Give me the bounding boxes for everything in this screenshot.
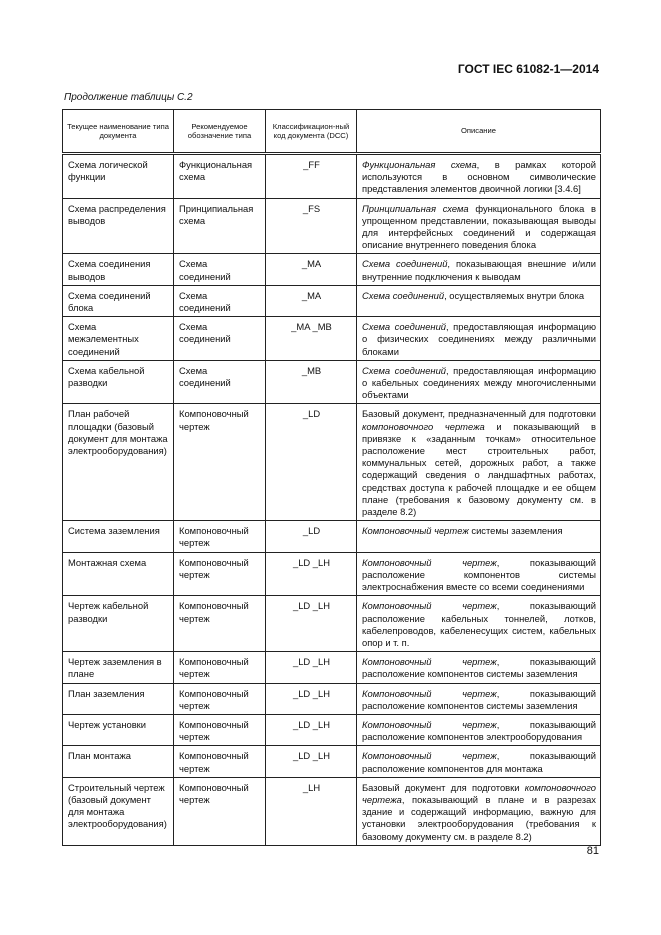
table-row <box>63 404 601 521</box>
description-text: , показывающий расположение кабельных тоннелей, лотков, кабелепроводов, кабеленесущих систем, кабельных опор и т. п. <box>362 600 596 648</box>
document-type-cell: Компоновочный чертеж <box>174 683 266 714</box>
document-name-cell: Схема соединений блока <box>63 285 174 316</box>
document-name-cell: Чертеж установки <box>63 714 174 745</box>
document-name-cell: Схема межэлементных соединений <box>63 317 174 361</box>
description-term: Компоновочный чертеж <box>362 750 497 762</box>
document-type-cell: Схема соединений <box>174 360 266 404</box>
table-row <box>63 154 601 199</box>
description-term: Компоновочный чертеж <box>362 525 469 537</box>
document-name-cell: Система заземления <box>63 521 174 552</box>
header-current-name: Текущее наименование типа документа <box>63 110 174 154</box>
description-text: , показывающий расположение компонентов системы электроснабжения вместе со всеми соединениями <box>362 556 596 593</box>
document-type-cell: Компоновочный чертеж <box>174 714 266 745</box>
table-row <box>63 714 601 745</box>
description-term: компоновочного чертежа <box>362 420 485 432</box>
description-cell <box>357 285 601 316</box>
description-text: , показывающий расположение компонентов для монтажа <box>362 750 596 774</box>
dcc-code-cell: _LD <box>266 404 357 521</box>
table-row <box>63 777 601 845</box>
dcc-code-cell: _LD _LH <box>266 746 357 777</box>
dcc-code-cell: _MA _MB <box>266 317 357 361</box>
description-text: , показывающий расположение компонентов системы заземления <box>362 656 596 680</box>
table-row <box>63 360 601 404</box>
description-text: , предоставляющая информацию о кабельных соединениях между многочисленными объектами <box>362 364 596 401</box>
document-type-cell: Компоновочный чертеж <box>174 652 266 683</box>
document-name-cell: Схема кабельной разводки <box>63 360 174 404</box>
description-text: функционального блока в упрощенном представлении, показывающая выводы для интерфейсных соединений и содержащая описание внутреннего поведения блока <box>362 202 597 251</box>
document-name-cell: Чертеж заземления в плане <box>63 652 174 683</box>
description-cell <box>357 254 601 285</box>
table-row <box>63 683 601 714</box>
table-row <box>63 746 601 777</box>
description-text: Базовый документ, предназначенный для подготовки <box>362 408 596 420</box>
document-name-cell: План рабочей площадки (базовый документ для монтажа электрооборудования) <box>63 404 174 521</box>
description-text: , показывающий расположение компонентов системы заземления <box>362 687 596 711</box>
description-term: Компоновочный чертеж <box>362 600 497 612</box>
description-text: Базовый документ для подготовки <box>362 781 525 793</box>
document-type-cell: Схема соединений <box>174 254 266 285</box>
description-term: Функциональная схема <box>362 159 477 170</box>
description-text: , предоставляющая информацию о физических соединениях между различными блоками <box>362 321 596 357</box>
document-type-cell: Принципиальная схема <box>174 198 266 254</box>
table-row <box>63 596 601 652</box>
description-text: , показывающий в плане и в разрезах здание и содержащий информацию, важную для установки электрооборудования (требования к базовому документу см. в разделе 8.2) <box>362 793 596 842</box>
document-name-cell: План монтажа <box>63 746 174 777</box>
description-term: Схема соединений <box>362 364 447 376</box>
table-row <box>63 552 601 596</box>
document-name-cell: Схема логической функции <box>63 154 174 199</box>
dcc-code-cell: _LD _LH <box>266 683 357 714</box>
description-text: , осуществляемых внутри блока <box>444 289 585 301</box>
table-row <box>63 285 601 316</box>
description-cell <box>357 777 601 845</box>
dcc-code-cell: _MB <box>266 360 357 404</box>
dcc-code-cell: _LD _LH <box>266 596 357 652</box>
document-name-cell: План заземления <box>63 683 174 714</box>
table-row <box>63 521 601 552</box>
description-text: , в рамках которой используются в основном символические представления элементов двоичной логики [3.4.6] <box>362 159 596 195</box>
description-term: Принципиальная схема <box>362 202 469 214</box>
description-term: Компоновочный чертеж <box>362 656 497 668</box>
description-cell <box>357 154 601 199</box>
description-cell <box>357 652 601 683</box>
header-description: Описание <box>357 110 601 154</box>
table-caption: Продолжение таблицы С.2 <box>64 92 193 103</box>
page-number: 81 <box>586 845 599 857</box>
description-cell <box>357 552 601 596</box>
description-term: Компоновочный чертеж <box>362 687 497 699</box>
table-body <box>63 154 601 846</box>
header-recommended-type: Рекомендуемое обозначение типа <box>174 110 266 154</box>
table-header-row <box>63 110 601 154</box>
dcc-code-cell: _LD _LH <box>266 714 357 745</box>
description-text: системы заземления <box>468 525 563 537</box>
dcc-code-cell: _LD _LH <box>266 652 357 683</box>
document-type-cell: Компоновочный чертеж <box>174 746 266 777</box>
description-text: и показывающий в привязке к «заданным точкам» относительное расположение мест строительных работ, коммунальных сетей, дорожных работ, а также содержащий сведения о ландшафтных работах, средствах доступа к рабочей площадке и ее общем плане (требования к базовому документу см. в разделе 8.2) <box>362 420 596 518</box>
dcc-code-cell: _MA <box>266 285 357 316</box>
document-type-cell: Функциональная схема <box>174 154 266 199</box>
document-types-table <box>62 109 601 846</box>
description-term: Схема соединений <box>362 289 445 301</box>
table-row <box>63 254 601 285</box>
document-type-cell: Компоновочный чертеж <box>174 404 266 521</box>
description-cell <box>357 683 601 714</box>
dcc-code-cell: _FF <box>266 154 357 199</box>
description-term: Схема соединений <box>362 321 447 333</box>
header-dcc-code: Классификацион-ный код документа (DCC) <box>266 110 357 154</box>
document-name-cell: Строительный чертеж (базовый документ для монтажа электрооборудования) <box>63 777 174 845</box>
dcc-code-cell: _LD <box>266 521 357 552</box>
document-name-cell: Чертеж кабельной разводки <box>63 596 174 652</box>
dcc-code-cell: _FS <box>266 198 357 254</box>
document-name-cell: Схема соединения выводов <box>63 254 174 285</box>
description-cell <box>357 198 601 254</box>
description-text: , показывающая внешние и/или внутренние подключения к выводам <box>362 258 596 282</box>
document-type-cell: Компоновочный чертеж <box>174 596 266 652</box>
document-name-cell: Монтажная схема <box>63 552 174 596</box>
description-cell <box>357 360 601 404</box>
document-type-cell: Компоновочный чертеж <box>174 521 266 552</box>
standard-designation: ГОСТ IEC 61082-1—2014 <box>457 62 599 76</box>
document-name-cell: Схема распределения выводов <box>63 198 174 254</box>
dcc-code-cell: _LD _LH <box>266 552 357 596</box>
table-row <box>63 317 601 361</box>
description-text: , показывающий расположение компонентов электрооборудования <box>362 718 596 743</box>
document-type-cell: Компоновочный чертеж <box>174 552 266 596</box>
document-type-cell: Компоновочный чертеж <box>174 777 266 845</box>
description-cell <box>357 521 601 552</box>
table-row <box>63 198 601 254</box>
description-term: Схема соединений <box>362 258 448 270</box>
document-type-cell: Схема соединений <box>174 285 266 316</box>
description-cell <box>357 317 601 361</box>
table-row <box>63 652 601 683</box>
description-cell <box>357 596 601 652</box>
description-cell <box>357 746 601 777</box>
document-type-cell: Схема соединений <box>174 317 266 361</box>
description-term: Компоновочный чертеж <box>362 556 497 568</box>
description-cell <box>357 404 601 521</box>
description-cell <box>357 714 601 745</box>
dcc-code-cell: _MA <box>266 254 357 285</box>
description-term: компоновочного чертежа <box>362 781 596 805</box>
description-term: Компоновочный чертеж <box>362 718 497 730</box>
dcc-code-cell: _LH <box>266 777 357 845</box>
